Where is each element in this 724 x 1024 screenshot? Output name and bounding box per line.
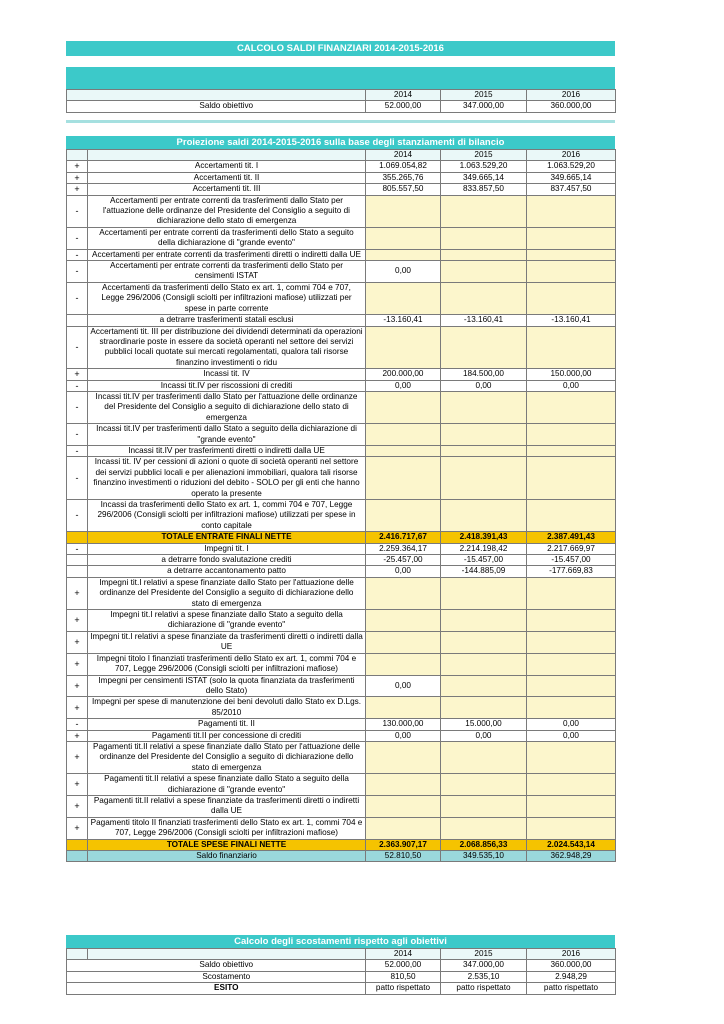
- row-value-2014: [366, 697, 441, 719]
- section1-table: [66, 89, 616, 113]
- row-value-2016: [527, 697, 616, 719]
- row-sign: [67, 971, 88, 982]
- row-value-2014: 355.265,76: [366, 172, 441, 183]
- row-value-2014: [366, 653, 441, 675]
- row-label: a detrarre accantonamento patto: [88, 566, 366, 577]
- row-sign: +: [67, 161, 88, 172]
- table-row: [67, 960, 616, 971]
- row-sign: [67, 839, 88, 850]
- table-row: [67, 195, 616, 227]
- row-value-2016: 837.457,50: [527, 184, 616, 195]
- row-label: Pagamenti tit.II relativi a spese finanziate dallo Stato a seguito della dichiarazione di "grande evento": [88, 774, 366, 796]
- table-row: [67, 730, 616, 741]
- table-row: [67, 741, 616, 773]
- row-value-2015: patto rispettato: [441, 983, 527, 994]
- row-label: Impegni tit.I relativi a spese finanziate da trasferimenti diretti o indiretti dalla UE: [88, 631, 366, 653]
- row-value-2015: 1.063.529,20: [441, 161, 527, 172]
- section1-saldo-row: [67, 101, 616, 112]
- row-value-2015: 0,00: [441, 380, 527, 391]
- row-value-2014: 810,50: [366, 971, 441, 982]
- row-label: Pagamenti tit. II: [88, 719, 366, 730]
- saldo-finanziario-row: [67, 851, 616, 862]
- row-value-2016: [527, 391, 616, 423]
- row-value-2016: [527, 457, 616, 500]
- row-value-2014: [366, 741, 441, 773]
- table-row: [67, 983, 616, 994]
- row-sign: +: [67, 675, 88, 697]
- row-sign: [67, 555, 88, 566]
- row-value-2014: -25.457,00: [366, 555, 441, 566]
- row-value-2016: [527, 424, 616, 446]
- row-value-2016: 2.217.669,97: [527, 543, 616, 554]
- row-sign: -: [67, 543, 88, 554]
- table-row: [67, 380, 616, 391]
- table-row: [67, 631, 616, 653]
- table-row: [67, 774, 616, 796]
- row-value-2015: 347.000,00: [441, 960, 527, 971]
- row-value-2016: [527, 817, 616, 839]
- row-value-2016: 150.000,00: [527, 369, 616, 380]
- row-label: Incassi tit. IV per cessioni di azioni o quote di società operanti nel settore dei servizi pubblici locali e per alienazioni immobiliari, qualora tali risorse finanzino investimenti o riduzioni del debito - SOLO per gli enti che hanno operato la presente: [88, 457, 366, 500]
- year-2015: 2015: [441, 949, 527, 960]
- section1-year-row: [67, 90, 616, 101]
- row-value-2014: [366, 577, 441, 609]
- row-value-2015: [441, 195, 527, 227]
- total-row: [67, 839, 616, 850]
- row-value-2014: [366, 457, 441, 500]
- table-row: [67, 184, 616, 195]
- row-value-2014: 0,00: [366, 730, 441, 741]
- row-value-2016: 2.024.543,14: [527, 839, 616, 850]
- year-2015: 2015: [441, 90, 527, 101]
- row-label: Accertamenti tit. I: [88, 161, 366, 172]
- row-value-2015: [441, 424, 527, 446]
- row-sign: +: [67, 741, 88, 773]
- row-value-2015: 349.665,14: [441, 172, 527, 183]
- section3-year-row: [67, 949, 616, 960]
- row-value-2016: [527, 500, 616, 532]
- row-sign: -: [67, 424, 88, 446]
- row-value-2014: [366, 610, 441, 632]
- row-value-2016: [527, 653, 616, 675]
- row-value-2014: [366, 326, 441, 369]
- row-value-2014: [366, 795, 441, 817]
- row-label: Incassi tit. IV: [88, 369, 366, 380]
- row-sign: +: [67, 369, 88, 380]
- row-value-2014: [366, 445, 441, 456]
- row-value-2016: [527, 631, 616, 653]
- row-value-2016: [527, 261, 616, 283]
- row-sign: -: [67, 326, 88, 369]
- row-sign: -: [67, 282, 88, 314]
- row-sign: [67, 315, 88, 326]
- row-label: Pagamenti tit.II per concessione di crediti: [88, 730, 366, 741]
- section2-title-band: Proiezione saldi 2014-2015-2016 sulla base degli stanziamenti di bilancio: [66, 136, 615, 149]
- row-value-2015: [441, 817, 527, 839]
- row-value-2016: patto rispettato: [527, 983, 616, 994]
- table-row: [67, 543, 616, 554]
- row-sign: -: [67, 391, 88, 423]
- table-row: [67, 971, 616, 982]
- row-value-2014: patto rispettato: [366, 983, 441, 994]
- row-sign: +: [67, 631, 88, 653]
- row-value-2014: 0,00: [366, 261, 441, 283]
- row-value-2015: [441, 577, 527, 609]
- row-sign: +: [67, 774, 88, 796]
- row-sign: +: [67, 172, 88, 183]
- table-row: [67, 172, 616, 183]
- saldo-obiettivo-label: Saldo obiettivo: [88, 101, 366, 112]
- table-row: [67, 719, 616, 730]
- row-value-2015: -13.160,41: [441, 315, 527, 326]
- row-value-2015: [441, 500, 527, 532]
- total-row: [67, 532, 616, 543]
- row-value-2016: 0,00: [527, 730, 616, 741]
- row-sign: +: [67, 817, 88, 839]
- table-row: [67, 249, 616, 260]
- row-label: Saldo finanziario: [88, 851, 366, 862]
- row-value-2015: [441, 249, 527, 260]
- row-value-2014: 0,00: [366, 675, 441, 697]
- row-label: Accertamenti tit. II: [88, 172, 366, 183]
- table-row: [67, 227, 616, 249]
- row-value-2015: [441, 697, 527, 719]
- row-value-2015: [441, 391, 527, 423]
- row-value-2015: [441, 653, 527, 675]
- row-sign: -: [67, 227, 88, 249]
- section3-title-band: Calcolo degli scostamenti rispetto agli obiettivi: [66, 935, 615, 948]
- row-value-2014: [366, 249, 441, 260]
- row-value-2015: [441, 445, 527, 456]
- row-label: TOTALE ENTRATE FINALI NETTE: [88, 532, 366, 543]
- row-value-2016: 360.000,00: [527, 960, 616, 971]
- row-value-2016: -177.669,83: [527, 566, 616, 577]
- row-value-2016: [527, 675, 616, 697]
- row-label: Impegni per censimenti ISTAT (solo la quota finanziata da trasferimenti dello Stato): [88, 675, 366, 697]
- row-value-2015: [441, 261, 527, 283]
- row-label: Accertamenti per entrate correnti da trasferimenti dallo Stato per l'attuazione delle ordinanze del Presidente del Consiglio a seguito di dichiarazione dello stato di emergenza: [88, 195, 366, 227]
- row-value-2016: 1.063.529,20: [527, 161, 616, 172]
- row-value-2014: 2.363.907,17: [366, 839, 441, 850]
- row-value-2015: [441, 774, 527, 796]
- table-row: [67, 391, 616, 423]
- row-value-2016: [527, 326, 616, 369]
- row-value-2016: -13.160,41: [527, 315, 616, 326]
- row-label: Pagamenti titolo II finanziati trasferimenti dello Stato ex art. 1, commi 704 e 707, Legge 296/2006 (Consigli sciolti per infiltrazioni mafiose): [88, 817, 366, 839]
- row-value-2016: 0,00: [527, 719, 616, 730]
- row-value-2014: [366, 227, 441, 249]
- year-2014: 2014: [366, 90, 441, 101]
- row-value-2015: [441, 282, 527, 314]
- row-sign: -: [67, 195, 88, 227]
- row-value-2014: -13.160,41: [366, 315, 441, 326]
- section1-title-band: CALCOLO SALDI FINANZIARI 2014-2015-2016: [66, 41, 615, 56]
- row-value-2015: 2.214.198,42: [441, 543, 527, 554]
- row-value-2015: 2.418.391,43: [441, 532, 527, 543]
- row-sign: -: [67, 261, 88, 283]
- row-value-2015: 15.000,00: [441, 719, 527, 730]
- row-value-2014: [366, 424, 441, 446]
- row-sign: -: [67, 445, 88, 456]
- row-value-2015: [441, 227, 527, 249]
- year-2015: 2015: [441, 150, 527, 161]
- table-row: [67, 610, 616, 632]
- row-label: Incassi tit.IV per trasferimenti diretti o indiretti dalla UE: [88, 445, 366, 456]
- row-value-2015: [441, 741, 527, 773]
- row-label: Incassi tit.IV per riscossioni di crediti: [88, 380, 366, 391]
- table-row: [67, 326, 616, 369]
- row-value-2015: -15.457,00: [441, 555, 527, 566]
- row-value-2016: [527, 282, 616, 314]
- row-label: Pagamenti tit.II relativi a spese finanziate dallo Stato per l'attuazione delle ordinanze del Presidente del Consiglio a seguito di dichiarazione dello stato di emergenza: [88, 741, 366, 773]
- row-value-2014: [366, 391, 441, 423]
- row-value-2015: 833.857,50: [441, 184, 527, 195]
- section1-divider: [66, 120, 615, 123]
- row-value-2015: 0,00: [441, 730, 527, 741]
- row-value-2015: [441, 795, 527, 817]
- row-value-2016: [527, 741, 616, 773]
- row-label: Impegni tit.I relativi a spese finanziate dallo Stato a seguito della dichiarazione di "grande evento": [88, 610, 366, 632]
- row-sign: [67, 851, 88, 862]
- row-value-2016: 362.948,29: [527, 851, 616, 862]
- row-value-2016: [527, 610, 616, 632]
- row-value-2015: [441, 675, 527, 697]
- row-label: a detrarre fondo svalutazione crediti: [88, 555, 366, 566]
- table-row: [67, 500, 616, 532]
- row-value-2015: [441, 457, 527, 500]
- row-value-2014: [366, 817, 441, 839]
- row-label: Impegni titolo I finanziati trasferimenti dello Stato ex art. 1, commi 704 e 707, Legge 296/2006 (Consigli sciolti per infiltrazioni mafiose): [88, 653, 366, 675]
- year-2016: 2016: [527, 150, 616, 161]
- row-label: TOTALE SPESE FINALI NETTE: [88, 839, 366, 850]
- table-row: [67, 697, 616, 719]
- year-2014: 2014: [366, 150, 441, 161]
- year-2016: 2016: [527, 949, 616, 960]
- table-row: [67, 315, 616, 326]
- row-value-2014: [366, 195, 441, 227]
- row-value-2014: [366, 500, 441, 532]
- table-row: [67, 445, 616, 456]
- table-row: [67, 369, 616, 380]
- table-row: [67, 457, 616, 500]
- row-value-2016: [527, 195, 616, 227]
- row-label: a detrarre trasferimenti statali esclusi: [88, 315, 366, 326]
- row-value-2014: [366, 774, 441, 796]
- row-label: Accertamenti tit. III per distribuzione dei dividendi determinati da operazioni straordinarie poste in essere da società operanti nel settore dei servizi pubblici locali quotate sui mercati regolamentati, qualora tali risorse finanzino investimenti o ridu: [88, 326, 366, 369]
- row-label: Incassi tit.IV per trasferimenti dallo Stato per l'attuazione delle ordinanze del Presidente del Consiglio a seguito di dichiarazione dello stato di emergenza: [88, 391, 366, 423]
- row-value-2016: [527, 445, 616, 456]
- row-sign: +: [67, 184, 88, 195]
- row-sign: [67, 532, 88, 543]
- row-label: Accertamenti tit. III: [88, 184, 366, 195]
- saldo-obiettivo-2016: 360.000,00: [527, 101, 616, 112]
- row-sign: +: [67, 653, 88, 675]
- row-sign: -: [67, 719, 88, 730]
- row-value-2016: 0,00: [527, 380, 616, 391]
- row-value-2015: [441, 610, 527, 632]
- row-sign: [67, 566, 88, 577]
- year-2014: 2014: [366, 949, 441, 960]
- row-value-2014: 52.810,50: [366, 851, 441, 862]
- row-value-2016: [527, 795, 616, 817]
- row-value-2014: 805.557,50: [366, 184, 441, 195]
- table-row: [67, 675, 616, 697]
- row-value-2016: [527, 249, 616, 260]
- row-label: Accertamenti per entrate correnti da trasferimenti dello Stato a seguito della dichiarazione di "grande evento": [88, 227, 366, 249]
- row-label: ESITO: [88, 983, 366, 994]
- row-value-2014: 2.259.364,17: [366, 543, 441, 554]
- row-value-2015: -144.885,09: [441, 566, 527, 577]
- saldo-obiettivo-2014: 52.000,00: [366, 101, 441, 112]
- row-label: Accertamenti per entrate correnti da trasferimenti dello Stato per censimenti ISTAT: [88, 261, 366, 283]
- row-sign: +: [67, 610, 88, 632]
- row-value-2016: 2.387.491,43: [527, 532, 616, 543]
- row-label: Impegni tit.I relativi a spese finanziate dallo Stato per l'attuazione delle ordinanze del Presidente del Consiglio a seguito di dichiarazione dello stato di emergenza: [88, 577, 366, 609]
- row-label: Impegni per spese di manutenzione dei beni devoluti dallo Stato ex D.Lgs. 85/2010: [88, 697, 366, 719]
- row-value-2014: [366, 282, 441, 314]
- row-value-2014: 1.069.054,82: [366, 161, 441, 172]
- section1-spacer-band: [66, 67, 615, 89]
- row-value-2014: 52.000,00: [366, 960, 441, 971]
- row-value-2016: [527, 577, 616, 609]
- row-value-2015: [441, 631, 527, 653]
- row-sign: +: [67, 795, 88, 817]
- row-value-2015: [441, 326, 527, 369]
- row-label: Pagamenti tit.II relativi a spese finanziate da trasferimenti diretti o indiretti dalla UE: [88, 795, 366, 817]
- year-2016: 2016: [527, 90, 616, 101]
- row-value-2014: 0,00: [366, 566, 441, 577]
- row-label: Incassi da trasferimenti dello Stato ex art. 1, commi 704 e 707, Legge 296/2006 (Consigli sciolti per infiltrazioni mafiose) utilizzati per spese in conto capitale: [88, 500, 366, 532]
- table-row: [67, 555, 616, 566]
- deviation-table: [66, 948, 616, 995]
- row-value-2015: 2.068.856,33: [441, 839, 527, 850]
- row-value-2014: 200.000,00: [366, 369, 441, 380]
- section2-year-row: [67, 150, 616, 161]
- table-row: [67, 577, 616, 609]
- saldo-obiettivo-2015: 347.000,00: [441, 101, 527, 112]
- row-value-2015: 2.535,10: [441, 971, 527, 982]
- row-sign: +: [67, 577, 88, 609]
- table-row: [67, 817, 616, 839]
- row-value-2016: 2.948,29: [527, 971, 616, 982]
- row-value-2014: 0,00: [366, 380, 441, 391]
- row-label: Scostamento: [88, 971, 366, 982]
- row-value-2016: [527, 227, 616, 249]
- row-sign: [67, 983, 88, 994]
- table-row: [67, 261, 616, 283]
- row-label: Impegni tit. I: [88, 543, 366, 554]
- table-row: [67, 282, 616, 314]
- row-sign: [67, 960, 88, 971]
- row-label: Accertamenti da trasferimenti dello Stato ex art. 1, commi 704 e 707, Legge 296/2006 (Consigli sciolti per infiltrazioni mafiose) utilizzati per spese in parte corrente: [88, 282, 366, 314]
- row-sign: -: [67, 249, 88, 260]
- row-sign: -: [67, 457, 88, 500]
- table-row: [67, 653, 616, 675]
- table-row: [67, 795, 616, 817]
- row-value-2015: 349.535,10: [441, 851, 527, 862]
- row-sign: -: [67, 380, 88, 391]
- row-value-2016: [527, 774, 616, 796]
- row-label: Incassi tit.IV per trasferimenti dallo Stato a seguito della dichiarazione di "grande evento": [88, 424, 366, 446]
- projection-table: [66, 149, 616, 862]
- row-label: Accertamenti per entrate correnti da trasferimenti diretti o indiretti dalla UE: [88, 249, 366, 260]
- row-value-2016: -15.457,00: [527, 555, 616, 566]
- row-value-2014: 2.416.717,67: [366, 532, 441, 543]
- row-value-2015: 184.500,00: [441, 369, 527, 380]
- row-value-2016: 349.665,14: [527, 172, 616, 183]
- row-sign: +: [67, 730, 88, 741]
- row-sign: -: [67, 500, 88, 532]
- row-label: Saldo obiettivo: [88, 960, 366, 971]
- table-row: [67, 161, 616, 172]
- row-sign: +: [67, 697, 88, 719]
- table-row: [67, 424, 616, 446]
- table-row: [67, 566, 616, 577]
- row-value-2014: 130.000,00: [366, 719, 441, 730]
- row-value-2014: [366, 631, 441, 653]
